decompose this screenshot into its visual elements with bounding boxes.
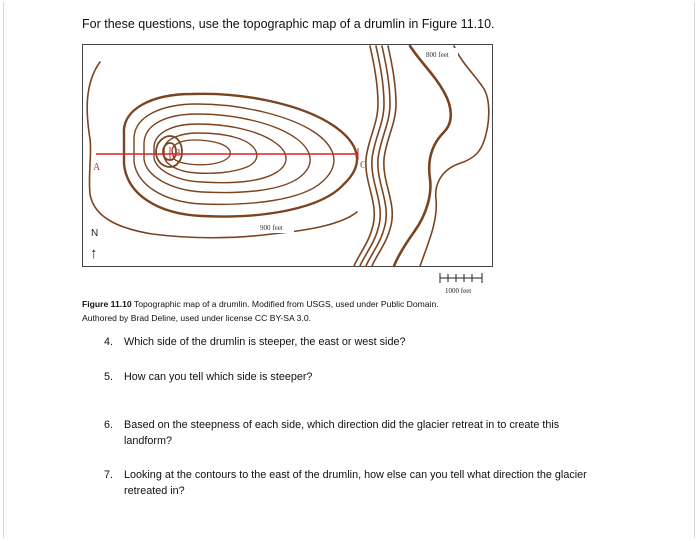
question-6 xyxy=(104,417,604,449)
topographic-map-figure xyxy=(82,44,494,294)
figure-caption xyxy=(82,297,502,325)
north-arrow-icon: ↑ xyxy=(90,245,98,262)
question-5 xyxy=(104,369,312,385)
question-text: Looking at the contours to the east of the drumlin, how else can you tell what direction the glacier retreated in? xyxy=(124,469,587,497)
intro-text: For these questions, use the topographic map of a drumlin in Figure 11.10. xyxy=(82,17,495,31)
label-c: C xyxy=(360,160,367,171)
caption-line2: Authored by Brad Deline, used under license CC BY-SA 3.0. xyxy=(82,313,311,323)
scale-label: 1000 feet xyxy=(445,287,472,294)
figure-label: Figure 11.10 xyxy=(82,299,132,309)
scale-bar xyxy=(440,273,482,283)
contour-900-label: 900 feet xyxy=(260,224,283,232)
question-number: 4. xyxy=(104,336,114,348)
question-4 xyxy=(104,334,405,350)
question-text: Which side of the drumlin is steeper, the east or west side? xyxy=(124,336,406,348)
question-text: Based on the steepness of each side, which direction did the glacier retreat in to create this landform? xyxy=(124,419,560,447)
label-a: A xyxy=(93,162,101,173)
contour-800-label: 800 feet xyxy=(426,51,449,59)
question-7 xyxy=(104,467,604,499)
caption-line1: Topographic map of a drumlin. Modified from USGS, used under Public Domain. xyxy=(131,299,439,309)
question-number: 7. xyxy=(104,469,114,481)
north-label: N xyxy=(91,228,99,239)
label-b: B xyxy=(174,148,181,159)
question-number: 5. xyxy=(104,371,114,383)
question-number: 6. xyxy=(104,419,114,431)
question-text: How can you tell which side is steeper? xyxy=(124,371,313,383)
